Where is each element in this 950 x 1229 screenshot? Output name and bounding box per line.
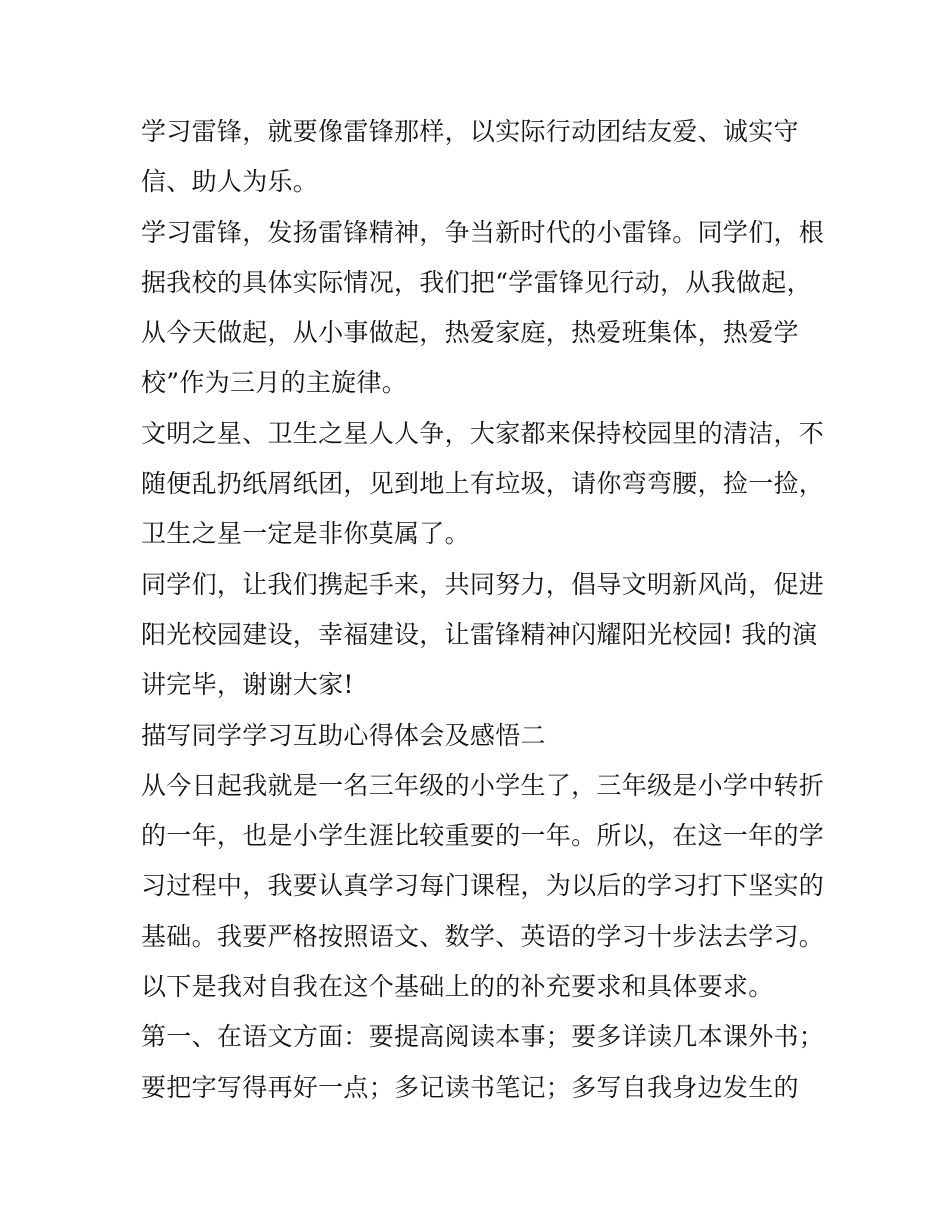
text-line: 的一年，也是小学生涯比较重要的一年。所以，在这一年的学 [141,821,825,851]
text-line: 习过程中，我要认真学习每门课程，为以后的学习打下坚实的 [141,871,825,901]
document-body [141,107,825,1113]
text-line: 从今天做起，从小事做起，热爱家庭，热爱班集体，热爱学 [141,318,799,348]
text-line: 同学们，让我们携起手来，共同努力，倡导文明新风尚，促进 [141,569,825,599]
section-heading: 描写同学学习互助心得体会及感悟二 [141,720,546,750]
text-line: 文明之星、卫生之星人人争，大家都来保持校园里的清洁，不 [141,418,825,448]
text-line: 学习雷锋，发扬雷锋精神，争当新时代的小雷锋。同学们，根 [141,217,825,247]
text-line: 校”作为三月的主旋律。 [141,368,408,398]
text-line: 信、助人为乐。 [141,167,319,197]
text-line: 讲完毕，谢谢大家! [141,670,354,700]
text-line: 随便乱扔纸屑纸团，见到地上有垃圾，请你弯弯腰，捡一捡， [141,469,825,499]
text-line: 基础。我要严格按照语文、数学、英语的学习十步法去学习。 [141,921,825,951]
text-line: 要把字写得再好一点；多记读书笔记；多写自我身边发生的 [141,1072,799,1102]
text-line: 以下是我对自我在这个基础上的的补充要求和具体要求。 [141,972,774,1002]
text-line: 从今日起我就是一名三年级的小学生了，三年级是小学中转折 [141,770,825,800]
text-line: 第一、在语文方面：要提高阅读本事；要多详读几本课外书； [141,1022,825,1052]
text-line: 卫生之星一定是非你莫属了。 [141,519,470,549]
text-line: 学习雷锋，就要像雷锋那样，以实际行动团结友爱、诚实守 [141,117,799,146]
text-line: 阳光校园建设，幸福建设，让雷锋精神闪耀阳光校园! 我的演 [141,619,818,649]
text-line: 据我校的具体实际情况，我们把“学雷锋见行动，从我做起， [141,267,812,297]
